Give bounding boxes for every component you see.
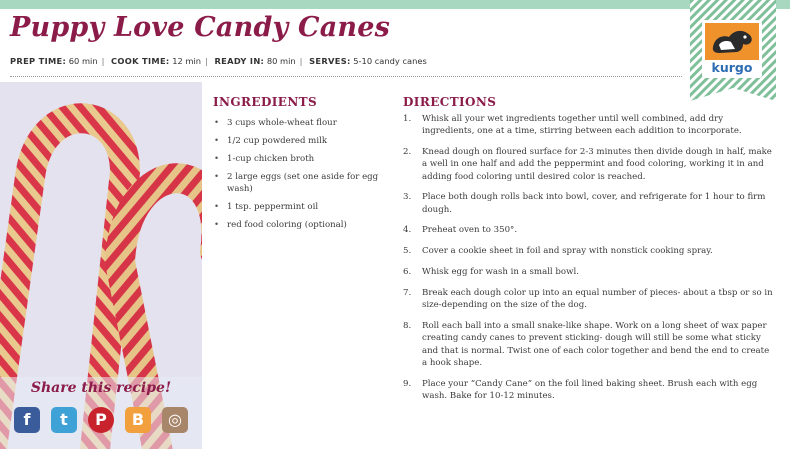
direction-step xyxy=(403,113,773,137)
step-number: 1. xyxy=(403,114,412,124)
ready-in-value: 80 min xyxy=(266,56,296,66)
facebook-icon[interactable]: f xyxy=(14,407,40,433)
brand-logo-text: kurgo xyxy=(711,60,753,75)
step-text: Place both dough rolls back into bowl, cover, and refrigerate for 1 hour to firm dough. xyxy=(422,192,766,215)
ingredient-item: • 1-cup chicken broth xyxy=(213,153,393,165)
directions-list xyxy=(403,113,773,411)
serves-value: 5-10 candy canes xyxy=(353,56,427,66)
direction-step xyxy=(403,378,773,402)
step-text: Roll each ball into a small snake-like shape. Work on a long sheet of wax paper creating candy canes to prevent sticking- dough will still be some what sticky and that is normal. Twist one of each color together and bend the end to create a hook shape. xyxy=(422,321,770,368)
directions-heading: DIRECTIONS xyxy=(403,95,497,109)
serves-label: SERVES: xyxy=(309,56,351,66)
ingredient-item: • red food coloring (optional) xyxy=(213,219,393,231)
step-number: 3. xyxy=(403,192,412,203)
step-number: 8. xyxy=(403,321,412,332)
step-number: 7. xyxy=(403,288,412,299)
divider xyxy=(10,76,682,77)
recipe-title: Puppy Love Candy Canes xyxy=(10,12,391,43)
direction-step xyxy=(403,320,773,369)
step-text: Preheat oven to 350°. xyxy=(422,225,518,236)
step-text: Whisk all your wet ingredients together until well combined, add dry ingredients, one at a time, stirring between each addition to incorporate. xyxy=(422,114,742,137)
recipe-meta: PREP TIME: 60 min | COOK TIME: 12 min | READY IN: 80 min | SERVES: 5-10 candy canes xyxy=(10,56,427,66)
ingredient-item: • 1 tsp. peppermint oil xyxy=(213,201,393,213)
twitter-icon[interactable]: t xyxy=(51,407,77,433)
top-stripe xyxy=(0,0,790,9)
step-text: Place your “Candy Cane” on the foil lined baking sheet. Brush each with egg wash. Bake for 10-12 minutes. xyxy=(422,378,758,401)
prep-time-value: 60 min xyxy=(68,56,98,66)
step-text: Whisk egg for wash in a small bowl. xyxy=(422,267,579,278)
direction-step xyxy=(403,245,773,257)
step-number: 6. xyxy=(403,267,412,278)
blogger-icon[interactable]: B xyxy=(125,407,151,433)
ingredient-item: • 2 large eggs (set one aside for egg wash) xyxy=(213,171,393,195)
step-text: Cover a cookie sheet in foil and spray with nonstick cooking spray. xyxy=(422,246,713,257)
step-text: Knead dough on floured surface for 2-3 minutes then divide dough in half, make a well in one half and add the peppermint and food coloring, working it in and adding food coloring until desired color is reached. xyxy=(422,147,772,182)
logo-dog-panel xyxy=(705,23,759,60)
step-number: 5. xyxy=(403,246,412,257)
cook-time-label: COOK TIME: xyxy=(111,56,170,66)
step-number: 2. xyxy=(403,147,412,158)
ingredient-item: • 1/2 cup powdered milk xyxy=(213,135,393,147)
step-number: 4. xyxy=(403,225,412,236)
direction-step xyxy=(403,146,773,183)
ingredient-item: • 3 cups whole-wheat flour xyxy=(213,117,393,129)
instagram-icon[interactable]: ◎ xyxy=(162,407,188,433)
direction-step xyxy=(403,266,773,278)
pinterest-icon[interactable]: P xyxy=(88,407,114,433)
direction-step xyxy=(403,287,773,311)
cook-time-value: 12 min xyxy=(172,56,202,66)
ingredients-heading: INGREDIENTS xyxy=(213,95,318,109)
prep-time-label: PREP TIME: xyxy=(10,56,67,66)
step-text: Break each dough color up into an equal number of pieces- about a tbsp or so in size-depending on the size of the dog. xyxy=(422,288,773,311)
direction-step xyxy=(403,224,773,236)
ready-in-label: READY IN: xyxy=(214,56,265,66)
step-number: 9. xyxy=(403,378,412,389)
direction-step xyxy=(403,191,773,215)
ingredients-list xyxy=(213,117,393,237)
share-title: Share this recipe! xyxy=(30,380,172,396)
dog-logo-icon xyxy=(705,23,759,60)
